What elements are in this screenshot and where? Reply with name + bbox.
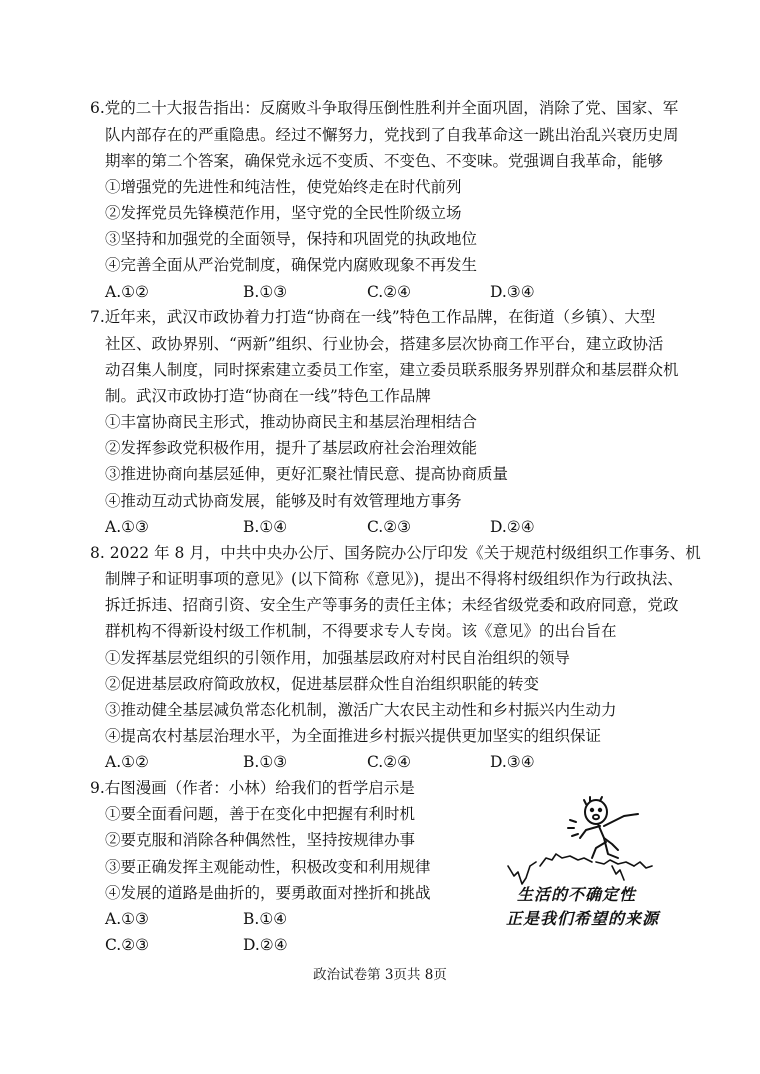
q8-stem-line-1: 8. 2022 年 8 月，中共中央办公厅、国务院办公厅印发《关于规范村级组织工作事务、机 <box>90 544 701 562</box>
q6-stem-line-3: 期率的第二个答案，确保党永远不变质、不变色、不变味。党强调自我革命，能够 <box>105 152 664 170</box>
q6-stem-line-1: 6.党的二十大报告指出：反腐败斗争取得压倒性胜利并全面巩固，消除了党、国家、军 <box>90 99 679 117</box>
q7-stem-line-3: 动召集人制度，同时探索建立委员工作室，建立委员联系服务界别群众和基层群众机 <box>105 361 679 379</box>
q8-option-a: A.①② <box>105 753 149 771</box>
q7-option-d: D.②④ <box>490 518 535 536</box>
q9-option-b: B.①④ <box>243 910 288 928</box>
cartoon-caption-line-1: 生活的不确定性 <box>517 885 637 904</box>
q6-stem-line-2: 队内部存在的严重隐患。经过不懈努力，党找到了自我革命这一跳出治乱兴衰历史周 <box>105 126 679 144</box>
q6-statement-4: ④完善全面从严治党制度，确保党内腐败现象不再发生 <box>105 256 478 274</box>
q7-statement-4: ④推动互动式协商发展，能够及时有效管理地方事务 <box>105 492 462 510</box>
q7-stem-line-4: 制。武汉市政协打造“协商在一线”特色工作品牌 <box>105 387 431 405</box>
q9-option-a: A.①③ <box>105 910 149 928</box>
q8-statement-3: ③推动健全基层减负常态化机制，激活广大农民主动性和乡村振兴内生动力 <box>105 701 617 719</box>
q9-option-c: C.②③ <box>105 936 150 954</box>
q6-option-a: A.①② <box>105 283 149 301</box>
q8-statement-1: ①发挥基层党组织的引领作用，加强基层政府对村民自治组织的领导 <box>105 649 571 667</box>
q8-option-c: C.②④ <box>367 753 412 771</box>
q6-statement-3: ③坚持和加强党的全面领导，保持和巩固党的执政地位 <box>105 230 478 248</box>
q7-stem-line-2: 社区、政协界别、“两新”组织、行业协会，搭建多层次协商工作平台，建立政协活 <box>105 335 664 353</box>
q9-option-d: D.②④ <box>243 936 288 954</box>
q8-stem-line-3: 拆迁拆违、招商引资、安全生产等事务的责任主体；未经省级党委和政府同意，党政 <box>105 596 679 614</box>
q7-statement-2: ②发挥参政党积极作用，提升了基层政府社会治理效能 <box>105 439 478 457</box>
q8-stem-line-2: 制牌子和证明事项的意见》(以下简称《意见》)，提出不得将村级组织作为行政执法、 <box>105 570 683 588</box>
q7-option-a: A.①③ <box>105 518 149 536</box>
q9-statement-4: ④发展的道路是曲折的，要勇敢面对挫折和挑战 <box>105 884 431 902</box>
q7-stem-line-1: 7.近年来，武汉市政协着力打造“协商在一线”特色工作品牌，在街道（乡镇）、大型 <box>90 308 656 326</box>
q9-statement-2: ②要克服和消除各种偶然性，坚持按规律办事 <box>105 831 416 849</box>
page-footer: 政治试卷第 3页共 8页 <box>313 967 447 983</box>
q9-statement-1: ①要全面看问题，善于在变化中把握有利时机 <box>105 805 416 823</box>
q7-option-b: B.①④ <box>243 518 288 536</box>
q9-stem-line-1: 9.右图漫画（作者：小林）给我们的哲学启示是 <box>90 779 415 797</box>
q8-option-d: D.③④ <box>490 753 535 771</box>
cartoon-caption-line-2: 正是我们希望的来源 <box>506 909 660 928</box>
q8-option-b: B.①③ <box>243 753 288 771</box>
q8-stem-line-4: 群机构不得新设村级工作机制，不得要求专人专岗。该《意见》的出台旨在 <box>105 622 617 640</box>
q6-statement-2: ②发挥党员先锋模范作用，坚守党的全民性阶级立场 <box>105 204 462 222</box>
q8-statement-4: ④提高农村基层治理水平，为全面推进乡村振兴提供更加坚实的组织保证 <box>105 727 602 745</box>
q7-statement-1: ①丰富协商民主形式，推动协商民主和基层治理相结合 <box>105 413 478 431</box>
q6-option-b: B.①③ <box>243 283 288 301</box>
q6-option-c: C.②④ <box>367 283 412 301</box>
q7-statement-3: ③推进协商向基层延伸，更好汇聚社情民意、提高协商质量 <box>105 465 509 483</box>
q7-option-c: C.②③ <box>367 518 412 536</box>
q6-statement-1: ①增强党的先进性和纯洁性，使党始终走在时代前列 <box>105 178 462 196</box>
q9-statement-3: ③要正确发挥主观能动性，积极改变和利用规律 <box>105 858 431 876</box>
q8-statement-2: ②促进基层政府简政放权，促进基层群众性自治组织职能的转变 <box>105 675 540 693</box>
q6-option-d: D.③④ <box>490 283 535 301</box>
